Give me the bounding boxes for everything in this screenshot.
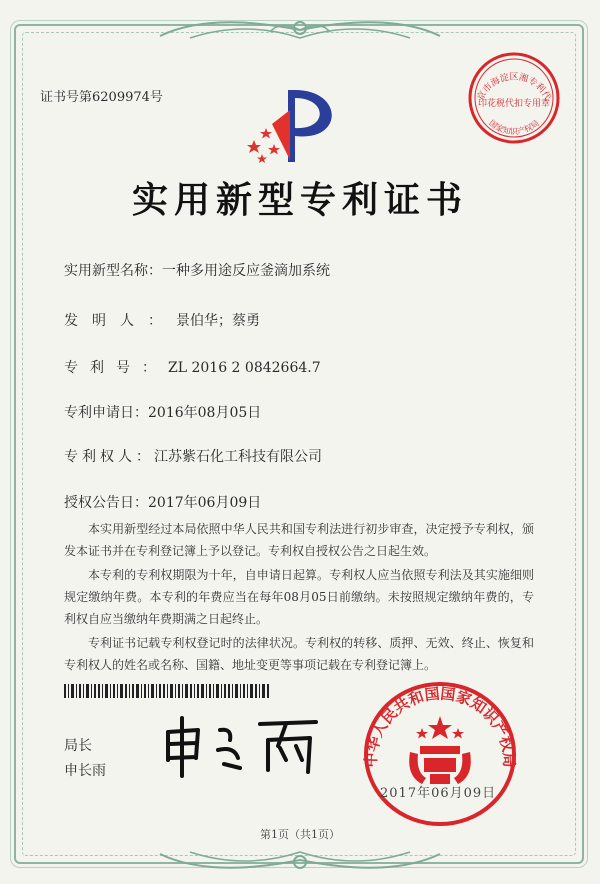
issue-date: 2017年06月09日 <box>380 786 497 801</box>
certificate-number: 证书号第6209974号 <box>40 90 163 105</box>
inventor-row <box>64 310 260 330</box>
certificate-body <box>64 518 534 678</box>
top-ornament <box>150 8 450 48</box>
bottom-ornament <box>150 842 450 882</box>
patent-holder-label: 专利权人： <box>64 449 154 465</box>
body-paragraph-2: 本专利的专利权期限为十年，自申请日起算。专利权人应当依照专利法及其实施细则规定缴纳年费。本专利的年费应当在每年08月05日前缴纳。未按照规定缴纳年费的，专利权自应当缴纳年费期满之日起终止。 <box>64 568 534 626</box>
patent-number-row <box>64 357 321 377</box>
grant-date-row <box>64 492 261 512</box>
barcode <box>64 684 270 698</box>
inventor-value: 景伯华；蔡勇 <box>176 313 260 329</box>
seal-small-footer-text: 国家知识产权局 <box>487 118 541 137</box>
grant-date-label: 授权公告日： <box>64 495 148 511</box>
director-signature <box>160 710 330 780</box>
patent-number-label: 专利号： <box>64 360 168 376</box>
page-number: 第1页（共1页） <box>260 828 340 841</box>
body-paragraph-1: 本实用新型经过本局依照中华人民共和国专利法进行初步审查，决定授予专利权，颁发本证书并在专利登记簿上予以登记。专利权自授权公告之日起生效。 <box>64 522 534 558</box>
utility-model-name-label: 实用新型名称： <box>64 263 162 279</box>
patent-number-value: ZL 2016 2 0842664.7 <box>168 360 321 376</box>
inventor-label: 发明人： <box>64 313 176 329</box>
application-date-value: 2016年08月05日 <box>148 405 262 421</box>
body-paragraph-3: 专利证书记载专利权登记时的法律状况。专利权的转移、质押、无效、终止、恢复和专利权人的姓名或名称、国籍、地址变更等事项记载在专利登记簿上。 <box>64 636 534 672</box>
svg-text:国家知识产权局 <box>487 118 540 136</box>
director-name: 申长雨 <box>64 763 106 779</box>
document-title: 实用新型专利证书 <box>131 179 468 221</box>
application-date-label: 专利申请日： <box>64 405 148 421</box>
seal-small-arc-text: 京市海淀区湘专利代 <box>475 72 553 103</box>
national-ip-office-seal <box>360 680 520 830</box>
grant-date-value: 2017年06月09日 <box>148 495 262 511</box>
application-date-row <box>64 402 261 422</box>
utility-model-name-value: 一种多用途反应釜滴加系统 <box>162 263 330 279</box>
patent-holder-row <box>64 446 322 466</box>
seal-big-arc-text: 中华人民共和国国家知识产权局 <box>361 684 519 768</box>
seal-small-center-text: 印花税代扣专用章 <box>477 99 551 109</box>
utility-model-name-row <box>64 260 330 280</box>
patent-holder-value: 江苏紫石化工科技有限公司 <box>154 449 322 465</box>
tax-stamp-seal <box>466 50 562 146</box>
patent-office-logo <box>244 80 344 170</box>
director-title: 局长 <box>64 738 92 754</box>
svg-text:北京市海淀区湘专利代理 <box>466 50 554 102</box>
